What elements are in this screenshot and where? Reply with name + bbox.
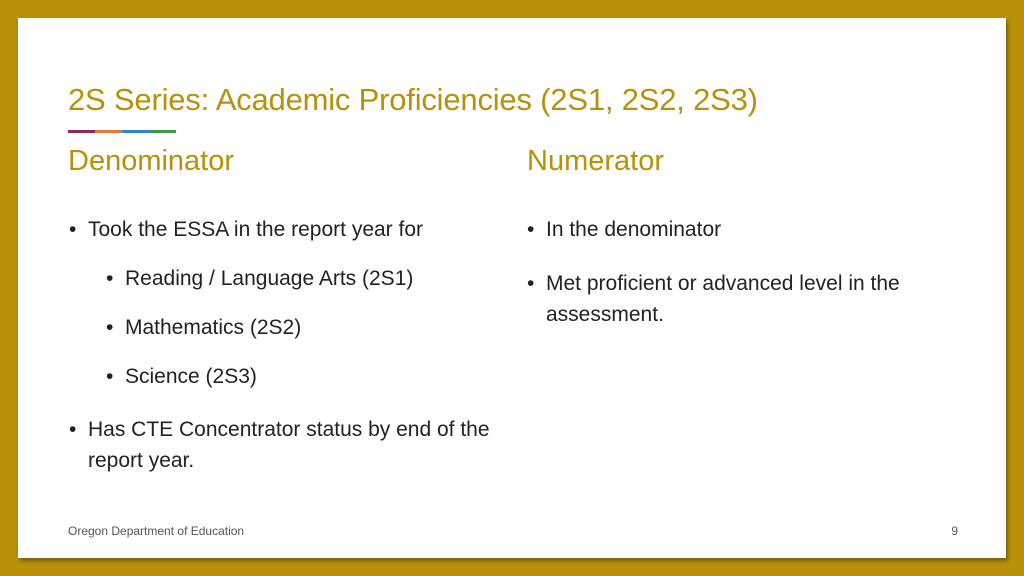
list-item (69, 214, 499, 392)
slide (18, 18, 1006, 558)
sub-list-item: • Reading / Language Arts (2S1) (106, 263, 499, 294)
subject-list (106, 263, 499, 392)
title-underline-segment (95, 130, 122, 133)
sub-list-item: • Science (2S3) (106, 361, 499, 392)
numerator-header: Numerator (527, 145, 664, 177)
list-item: • Has CTE Concentrator status by end of the report year. (69, 414, 499, 476)
list-item: • Met proficient or advanced level in the assessment. (527, 268, 967, 330)
title-underline-segment (149, 130, 176, 133)
list-item-text: Took the ESSA in the report year for (88, 218, 424, 241)
title-underline (68, 130, 176, 133)
title-underline-segment (68, 130, 95, 133)
numerator-list (527, 214, 967, 330)
list-item: • In the denominator (527, 214, 967, 245)
footer-organization: Oregon Department of Education (68, 524, 245, 538)
title-underline-segment (122, 130, 149, 133)
slide-title: 2S Series: Academic Proficiencies (2S1, 2S2, 2S3) (68, 82, 758, 117)
sub-list-item: • Mathematics (2S2) (106, 312, 499, 343)
denominator-header: Denominator (68, 145, 235, 177)
page-number: 9 (951, 524, 958, 538)
denominator-list (69, 214, 499, 476)
